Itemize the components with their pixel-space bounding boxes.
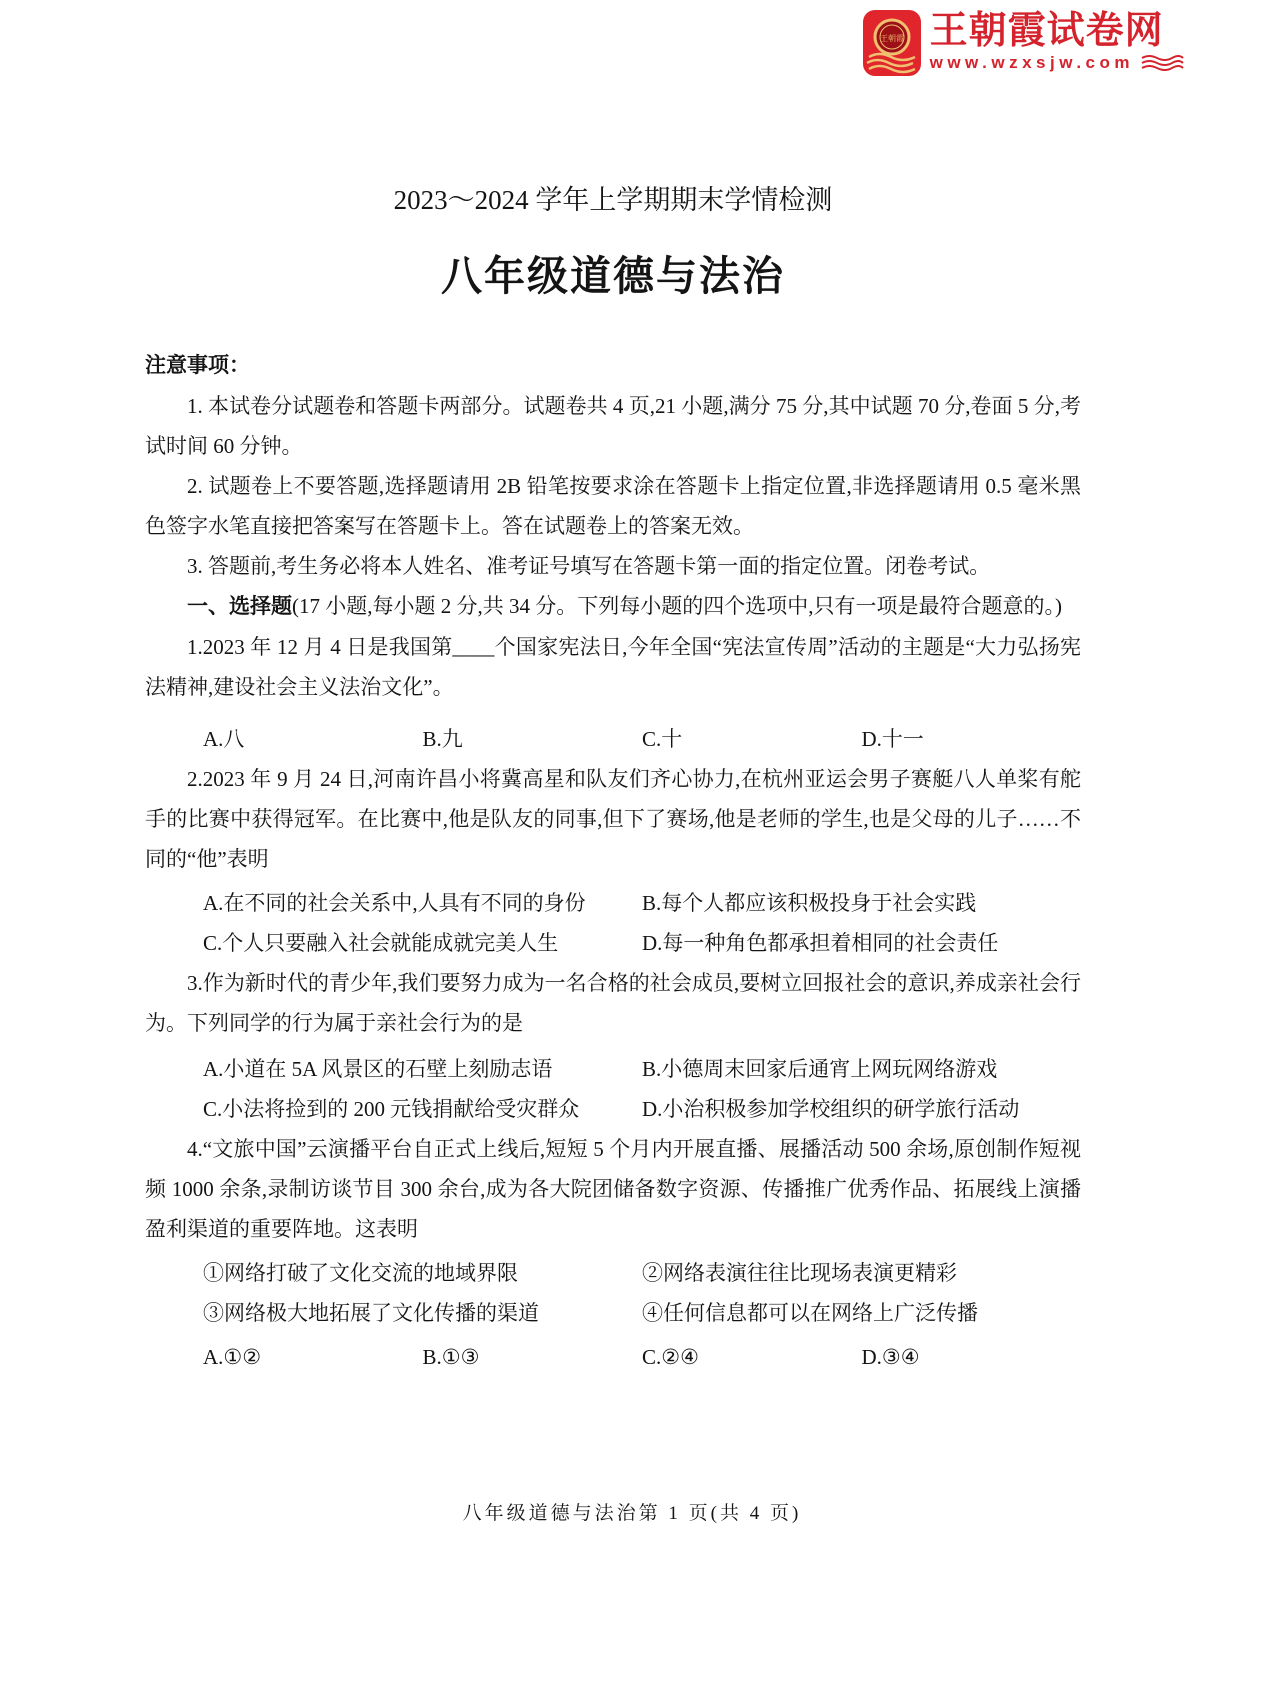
option-item: C.小法将捡到的 200 元钱捐献给受灾群众: [203, 1097, 580, 1121]
option-item: A.在不同的社会关系中,人具有不同的身份: [203, 891, 586, 915]
notice-item-1: 1. 本试卷分试题卷和答题卡两部分。试题卷共 4 页,21 小题,满分 75 分,其中试题 70 分,卷面 5 分,考试时间 60 分钟。: [145, 394, 1081, 458]
page-footer: 八年级道德与法治第 1 页(共 4 页): [462, 1503, 802, 1524]
option-item: D.小治积极参加学校组织的研学旅行活动: [642, 1097, 1020, 1121]
question-4-options: [145, 1337, 1081, 1377]
statement-item: ①网络打破了文化交流的地域界限: [203, 1261, 518, 1285]
statement-item: ②网络表演往往比现场表演更精彩: [642, 1261, 957, 1285]
question-2-stem: 2.2023 年 9 月 24 日,河南许昌小将冀高星和队友们齐心协力,在杭州亚运会男子赛艇八人单桨有舵手的比赛中获得冠军。在比赛中,他是队友的同事,但下了赛场,他是老师的学生,也是父母的儿子……不同的“他”表明: [145, 767, 1081, 871]
option-item: A.①②: [203, 1345, 262, 1369]
exam-session-subtitle: 2023～2024 学年上学期期末学情检测: [393, 185, 833, 215]
option-item: C.十: [642, 727, 683, 751]
section-heading: [145, 586, 1081, 627]
option-item: A.小道在 5A 风景区的石壁上刻励志语: [203, 1057, 553, 1081]
option-item: C.②④: [642, 1345, 699, 1369]
question-4-stem: 4.“文旅中国”云演播平台自正式上线后,短短 5 个月内开展直播、展播活动 500 余场,原创制作短视频 1000 余条,录制访谈节目 300 余台,成为各大院团储备数字资源、传播推广优秀作品、拓展线上演播盈利渠道的重要阵地。这表明: [145, 1137, 1081, 1241]
option-item: D.十一: [861, 727, 924, 751]
brand-site-url: www.wzxsjw.com: [929, 53, 1134, 72]
question-3-options-row-2: [145, 1089, 1081, 1129]
question-1-stem: 1.2023 年 12 月 4 日是我国第____个国家宪法日,今年全国“宪法宣传周”活动的主题是“大力弘扬宪法精神,建设社会主义法治文化”。: [145, 635, 1081, 699]
question-3-stem: 3.作为新时代的青少年,我们要努力成为一名合格的社会成员,要树立回报社会的意识,养成亲社会行为。下列同学的行为属于亲社会行为的是: [145, 971, 1081, 1035]
question-2-options-row-1: [145, 883, 1081, 923]
exam-content: [145, 0, 1081, 1377]
waves-icon: [1140, 54, 1184, 72]
question-3-options-row-1: [145, 1049, 1081, 1089]
question-2-options-row-2: [145, 923, 1081, 963]
option-item: B.①③: [422, 1345, 480, 1369]
option-item: B.九: [422, 727, 463, 751]
notice-heading: 注意事项：: [145, 354, 250, 377]
statement-item: ③网络极大地拓展了文化传播的渠道: [203, 1301, 539, 1325]
option-item: A.八: [203, 727, 245, 751]
section-heading-bold: 一、选择题: [187, 595, 292, 618]
option-item: D.③④: [861, 1345, 920, 1369]
statement-item: ④任何信息都可以在网络上广泛传播: [642, 1301, 978, 1325]
question-3: [145, 963, 1081, 1129]
subject-title: 八年级道德与法治: [441, 253, 785, 299]
option-item: B.小德周末回家后通宵上网玩网络游戏: [642, 1057, 998, 1081]
question-1: [145, 627, 1081, 759]
question-4-statements-row-1: [145, 1253, 1081, 1293]
option-item: D.每一种角色都承担着相同的社会责任: [642, 931, 999, 955]
section-heading-rest: (17 小题,每小题 2 分,共 34 分。下列每小题的四个选项中,只有一项是最符合题意的。): [292, 594, 1062, 618]
option-item: B.每个人都应该积极投身于社会实践: [642, 891, 977, 915]
notice-item-2: 2. 试题卷上不要答题,选择题请用 2B 铅笔按要求涂在答题卡上指定位置,非选择题请用 0.5 毫米黑色签字水笔直接把答案写在答题卡上。答在试题卷上的答案无效。: [145, 474, 1081, 538]
question-1-options: [145, 719, 1081, 759]
notice-item-3: 3. 答题前,考生务必将本人姓名、准考证号填写在答题卡第一面的指定位置。闭卷考试。: [187, 554, 991, 578]
question-4: [145, 1129, 1081, 1377]
option-item: C.个人只要融入社会就能成就完美人生: [203, 931, 559, 955]
question-4-statements-row-2: [145, 1293, 1081, 1333]
brand-site-name: 王朝霞试卷网: [929, 10, 1164, 52]
question-2: [145, 759, 1081, 963]
brand-icon-label: 王朝霞: [879, 34, 904, 43]
